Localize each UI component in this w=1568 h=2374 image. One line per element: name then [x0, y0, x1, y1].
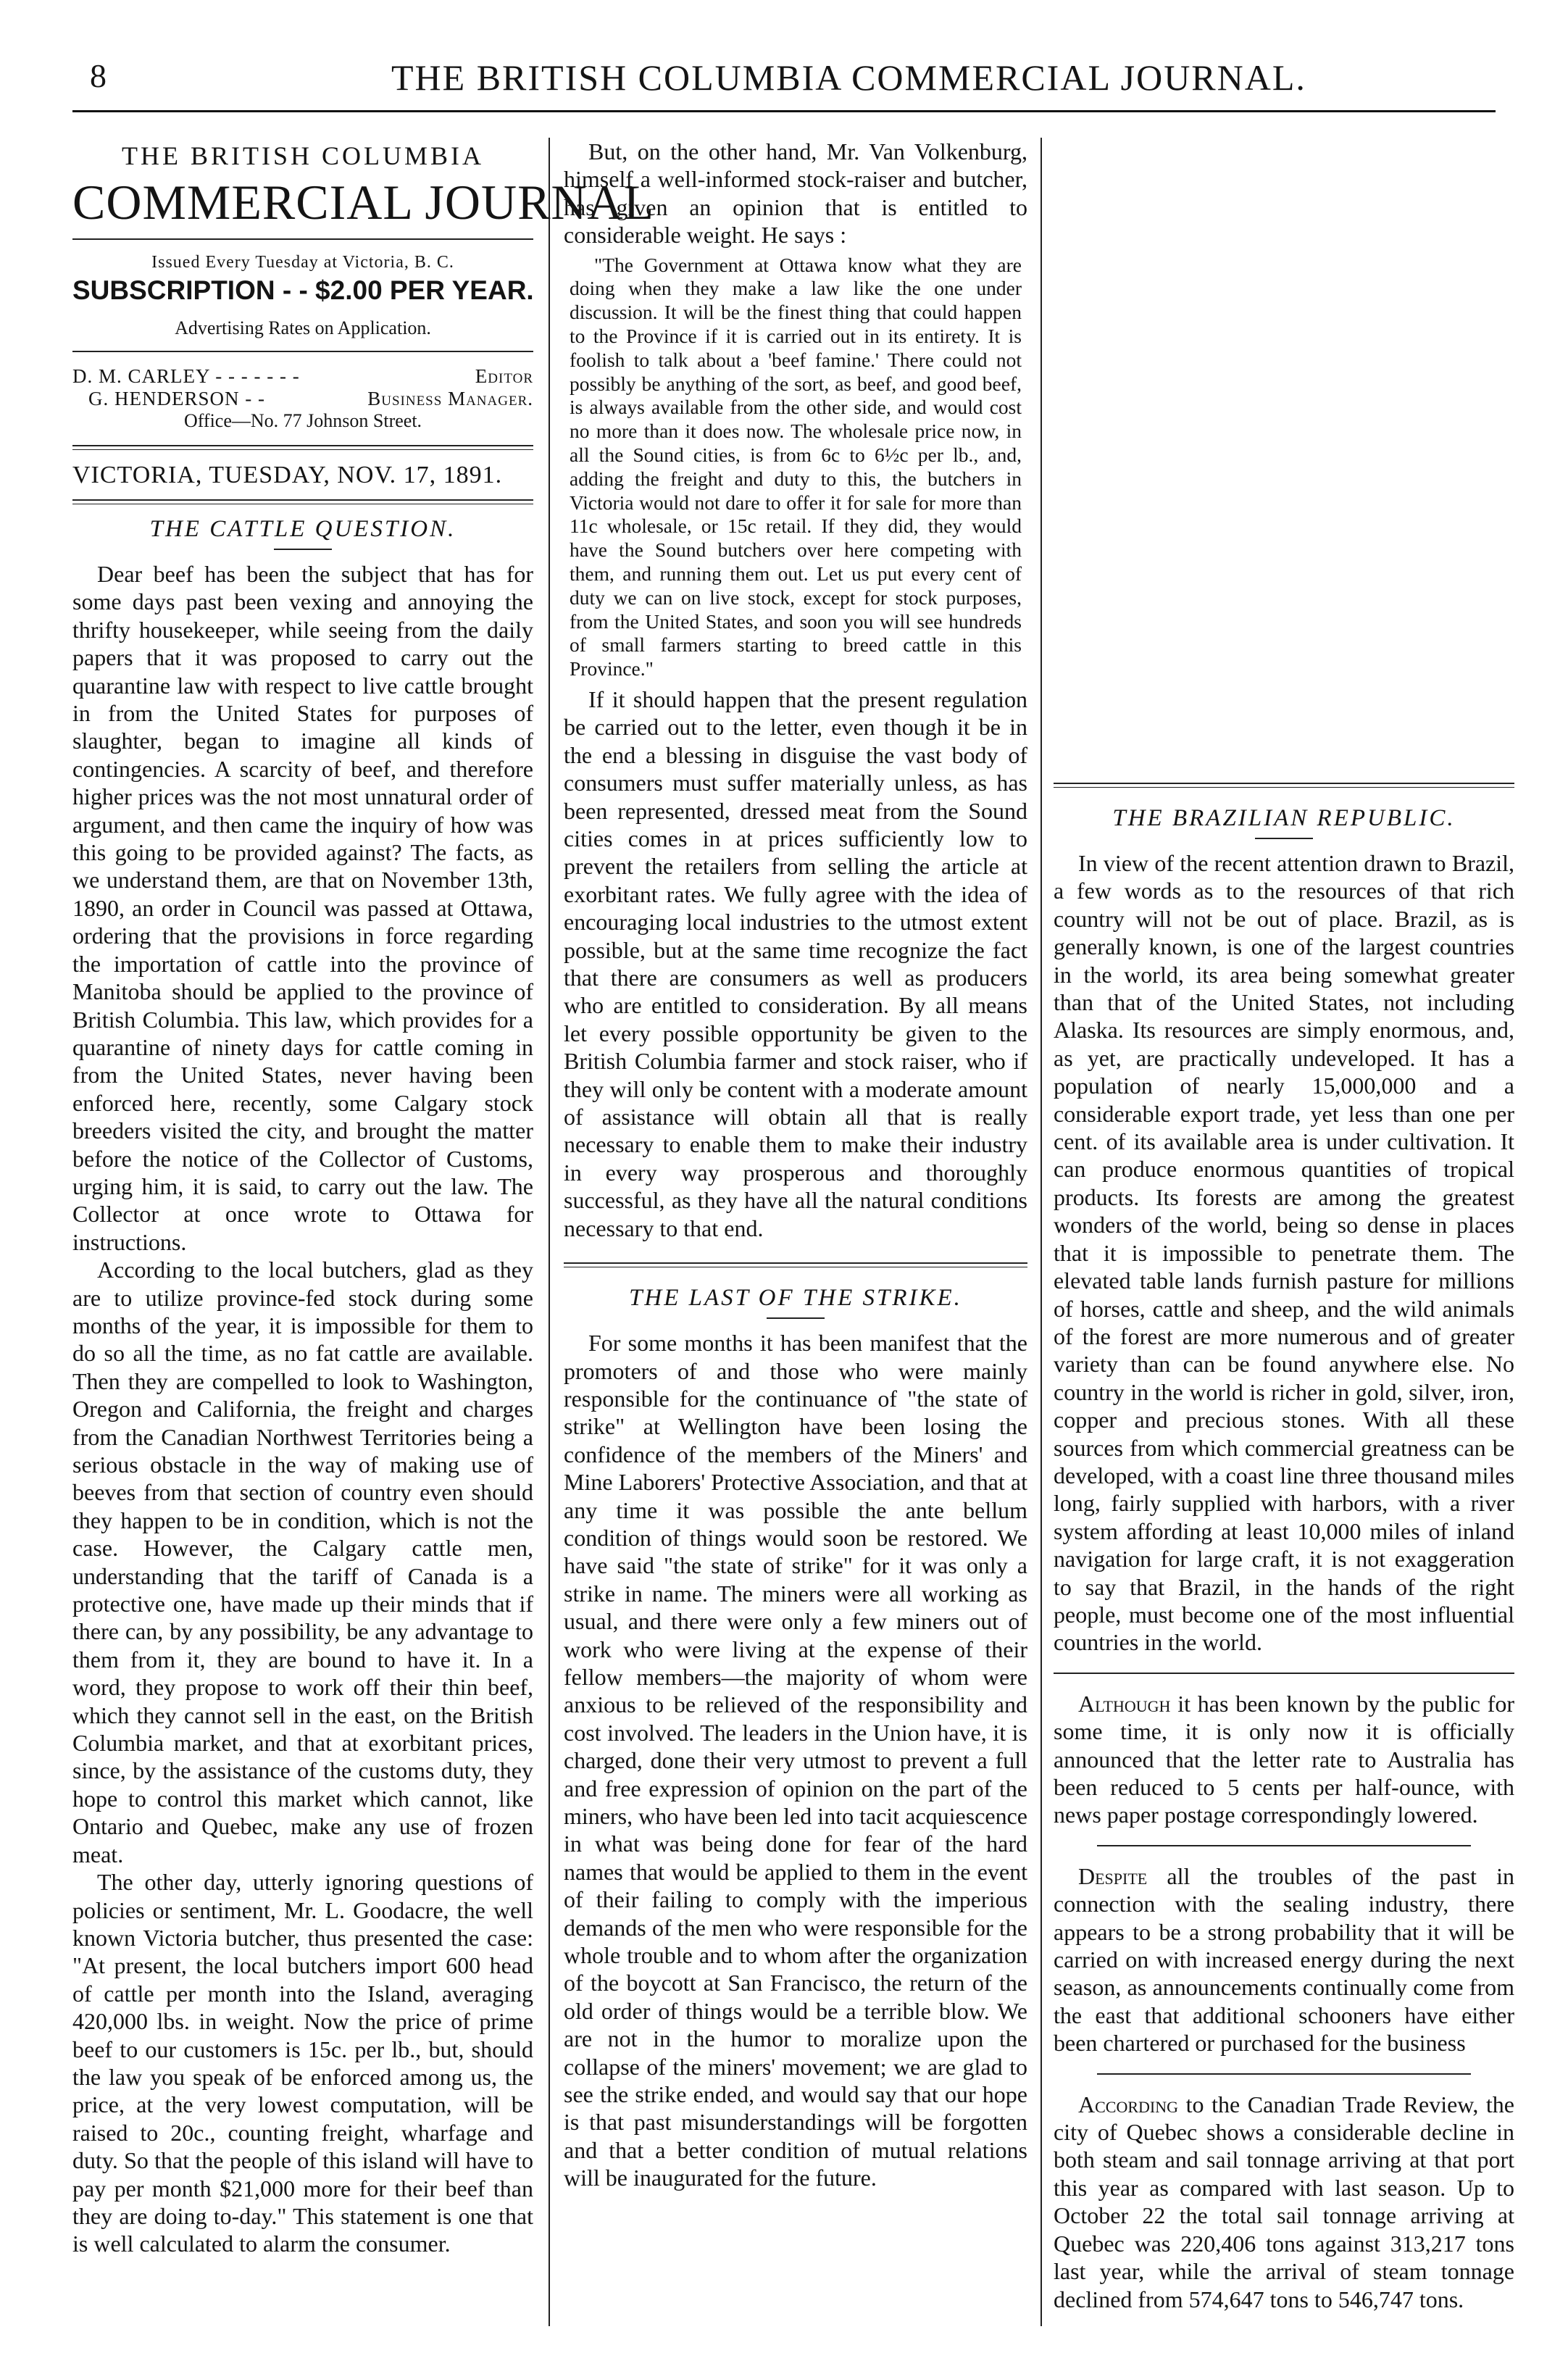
editor-name: D. M. CARLEY - - - - - - - [72, 365, 300, 387]
sealing-item [1054, 1862, 1514, 2057]
subscription-price: SUBSCRIPTION - - $2.00 PER YEAR. [72, 275, 534, 305]
postage-text: it has been known by the public for some time, it is only now it is officially announced that the letter rate to Australia has been reduced to 5 cents per half-ounce, with news paper postage correspondingly lowered. [1054, 1690, 1514, 1828]
article-title-brazil: THE BRAZILIAN REPUBLIC. [1112, 805, 1456, 831]
editor-row [72, 365, 533, 388]
column-2 [564, 138, 1027, 2326]
strike-continuation-space [1054, 138, 1514, 775]
article-title-cattle: THE CATTLE QUESTION. [149, 516, 456, 542]
column-3 [1054, 138, 1514, 2326]
title-rule [274, 549, 332, 550]
article-title-strike: THE LAST OF THE STRIKE. [629, 1285, 962, 1312]
advertising-note: Advertising Rates on Application. [175, 317, 431, 338]
article-separator [1054, 1673, 1514, 1674]
article-separator [1097, 1845, 1471, 1846]
title-rule [1255, 838, 1313, 839]
article-separator [1097, 2073, 1471, 2075]
running-title: THE BRITISH COLUMBIA COMMERCIAL JOURNAL. [391, 57, 1306, 98]
column-1 [72, 138, 655, 2326]
sealing-text: all the troubles of the past in connection with the sealing industry, there appears to be a strong probability that it will be carried on with increased energy during the next season, as announcements continually come from the east that additional schooners have either been chartered or purchased for the business [1054, 1862, 1514, 2057]
header-rule [72, 110, 1496, 112]
article-separator [1054, 783, 1514, 788]
masthead-line1: THE BRITISH COLUMBIA [122, 141, 484, 170]
page-number: 8 [90, 57, 107, 94]
dateline-double-rule [72, 499, 533, 504]
postage-lead: Although [1078, 1690, 1171, 1717]
masthead-title: COMMERCIAL JOURNAL [72, 175, 655, 230]
postage-item [1054, 1690, 1514, 1829]
cattle-paragraph-4: But, on the other hand, Mr. Van Volkenburg, himself a well-informed stock-raiser and butcher, has given an opinion that is entitled to considerable weight. He says : [564, 138, 1027, 249]
manager-row [72, 388, 533, 410]
article-separator [564, 1262, 1027, 1267]
column-divider [549, 138, 550, 2326]
quebec-item [1054, 2091, 1514, 2313]
masthead-rule [72, 238, 533, 240]
sealing-lead: Despite [1078, 1862, 1148, 1889]
dateline: VICTORIA, TUESDAY, NOV. 17, 1891. [72, 462, 503, 488]
brazil-paragraph-1: In view of the recent attention drawn to Brazil, a few words as to the resources of that rich country will not be out of place. Brazil, as is generally known, is one of the largest countries in the world, its area being somewhat greater than that of the United States, not including Alaska. Its resources are simply enormous, and, as yet, are practically undeveloped. It has a population of nearly 15,000,000 and a considerable export trade, yet less than one per cent. of its available area is under cultivation. It can produce enormous quantities of tropical products. Its forests are among the greatest wonders of the world, being so dense in places that it is impossible to penetrate them. The elevated table lands furnish pasture for millions of horses, cattle and sheep, and the wild animals of the forest are more numerous and of greater variety than can be found anywhere else. No country in the world is richer in gold, silver, iron, copper and precious stones. With all these sources from which commercial greatness can be developed, with a coast line three thousand miles long, fairly supplied with harbors, with a river system affording at least 10,000 miles of inland navigation for large craft, it is not exaggeration to say that Brazil, in the hands of the right people, must become one of the most influential countries in the world. [1054, 850, 1514, 1656]
masthead-issued: Issued Every Tuesday at Victoria, B. C. [151, 253, 454, 272]
title-rule [767, 1317, 825, 1319]
cattle-paragraph-2: According to the local butchers, glad as they are to utilize province-fed stock during some months of the year, it is impossible for them to do so all the time, as no fat cattle are available. Then they are compelled to look to Washington, Oregon and California, the freight and charges from the Canadian Northwest Territories being a serious obstacle in the way of making use of beeves from that section of country even should they happen to be in condition, which is not the case. However, the Calgary cattle men, understanding that the tariff of Canada is a protective one, have made up their minds that if there can, by any possibility, be any advantage to them from it, they are bound to have it. In a word, they propose to work off their thin beef, which they cannot sell in the east, on the British Columbia market, and that at exorbitant prices, since, by the assistance of the customs duty, they hope to control this market which cannot, like Ontario and Quebec, make any use of frozen meat. [72, 1257, 533, 1867]
strike-paragraph-1: For some months it has been manifest that the promoters of and those who were mainly responsible for the continuance of "the state of strike" at Wellington have been losing the confidence of the members of the Miners' and Mine Laborers' Protective Association, and that at any time it was possible the ante bellum condition of things would soon be restored. We have said "the state of strike" for it was only a strike in name. The miners were all working as usual, and there were only a few miners out of work who were living at the expense of their fellow members—the majority of whom were anxious to be relieved of the responsibility and cost involved. The leaders in the Union have, it is charged, done their very utmost to prevent a full and free expression of opinion on the part of the miners, who have been led into tacit acquiescence in what was being done for fear of the hard names that would be applied to them in the event of their failing to comply with the imperious demands of the men who were responsible for the whole trouble and to whom after the organization of the boycott at San Francisco, the return of the old order of things would be a terrible blow. We are not in the humor to moralize upon the collapse of the miners' movement; we are glad to see the strike ended, and would say that our hope is that past misunderstandings will be forgotten and that a better condition of mutual relations will be inaugurated for the future. [564, 1330, 1027, 2191]
cattle-paragraph-1: Dear beef has been the subject that has for some days past been vexing and annoying the thrifty housekeeper, while seeing from the daily papers that it was proposed to carry out the quarantine law with respect to live cattle brought in from the United States for purposes of slaughter, began to imagine all kinds of contingencies. A scarcity of beef, and therefore higher prices was the not most unnatural order of argument, and then came the inquiry of how was this going to be provided against? The facts, as we understand them, are that on November 13th, 1890, an order in Council was passed at Ottawa, ordering that the provisions in force regarding the importation of cattle into the province of Manitoba should be applied to the province of British Columbia. This law, which provides for a quarantine of ninety days for cattle coming in from the United States, never having been enforced here, recently, some Calgary stock breeders visited the city, and brought the matter before the notice of the Collector of Customs, urging him, it is said, to carry out the law. The Collector at once wrote to Ottawa for instructions. [72, 561, 533, 1255]
cattle-paragraph-5: If it should happen that the present regulation be carried out to the letter, even though it be in the end a blessing in disguise the vast body of consumers must suffer materially unless, as has been represented, dressed meat from the Sound cities comes in at prices sufficiently low to prevent the retailers from selling the article at exorbitant rates. We fully agree with the idea of encouraging local industries to the utmost extent possible, but at the same time recognize the fact that there are consumers as well as producers who are entitled to consideration. By all means let every possible opportunity be given to the British Columbia farmer and stock raiser, who if they will only be content with a moderate amount of assistance will obtain all that is really necessary to enable them to make their industry in every way prosperous and thoroughly successful, as they have all the natural conditions necessary to that end. [564, 686, 1027, 1241]
masthead [72, 141, 655, 504]
office-address: Office—No. 77 Johnson Street. [183, 410, 422, 431]
quebec-text: to the Canadian Trade Review, the city of Quebec shows a considerable decline in both steam and sail tonnage arriving at that port this year as compared with last season. Up to October 22 the total sail tonnage arriving at Quebec was 220,406 tons against 313,217 tons last year, while the arrival of steam tonnage declined from 574,647 tons to 546,747 tons. [1054, 2091, 1514, 2312]
cattle-paragraph-3: The other day, utterly ignoring questions of policies or sentiment, Mr. L. Goodacre, the well known Victoria butcher, thus presented the case: "At present, the local butchers import 600 head of cattle per month into the Island, averaging 420,000 lbs. in weight. Now the price of prime beef to our customers is 15c. per lb., but, should the law you speak of be enforced among us, the price, at the very lowest computation, will be raised to 20c., counting freight, wharfage and duty. So that the people of this island will have to pay per month $21,000 more for their beef than they are doing to-day." This statement is one that is well calculated to alarm the consumer. [72, 1869, 533, 2257]
manager-name: G. HENDERSON - - [88, 388, 265, 409]
masthead-double-rule [72, 445, 533, 450]
column-divider [1041, 138, 1042, 2326]
manager-role: Business Manager. [367, 388, 533, 409]
running-head [0, 57, 1568, 107]
quebec-lead: According [1078, 2091, 1179, 2117]
editor-role: Editor [475, 365, 533, 387]
masthead-rule-2 [72, 351, 533, 352]
cattle-quote: "The Government at Ottawa know what they are doing when they make a law like the one under discussion. It will be the finest thing that could happen to the Province if it is carried out in its entirety. It is foolish to talk about a 'beef famine.' There could not possibly be anything of the sort, as beef, and good beef, is always available from the other side, and would cost no more than it does now. The wholesale price now, in all the Sound cities, is from 6c to 6½c per lb., and, adding the freight and duty to this, the butchers in Victoria would not dare to offer it for sale for more than 11c wholesale, or 15c retail. If they did, they would have the Sound butchers over here competing with them, and running them out. Let us put every cent of duty we can on live stock, except for stock purposes, from the United States, and soon you will see hundreds of small farmers starting to breed cattle in this Province." [570, 253, 1022, 680]
